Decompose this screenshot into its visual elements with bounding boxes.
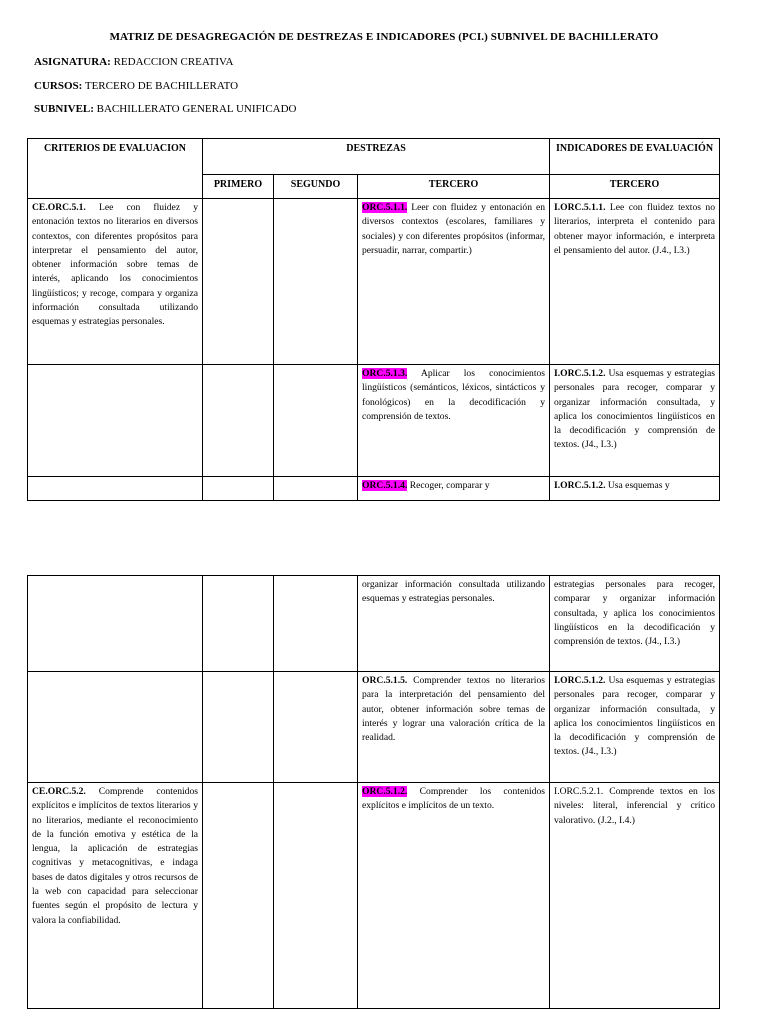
indicador-text: estrategias personales para recoger, comparar y organizar información consultada, y aplica los conocimientos lingüísticos en la decodificación y comprensión de textos. (J4., I.3.) — [554, 579, 715, 648]
destreza-text: organizar información consultada utilizando esquemas y estrategias personales. — [362, 579, 545, 605]
table-row — [28, 365, 720, 477]
matrix-table-page-2 — [27, 575, 720, 1009]
header-primero: PRIMERO — [203, 175, 274, 199]
primero-cell — [203, 783, 274, 1009]
indicador-text: Usa esquemas y — [605, 480, 670, 491]
primero-cell — [203, 365, 274, 477]
header-tercero: TERCERO — [358, 175, 550, 199]
meta-asignatura — [34, 56, 233, 68]
primero-cell — [203, 199, 274, 365]
indicador-cell — [550, 477, 720, 501]
meta-subnivel — [34, 103, 296, 115]
asignatura-label: ASIGNATURA: — [34, 56, 111, 68]
criterio-text: Comprende contenidos explícitos e implícitos de textos literarios y no literarios, mediante el reconocimiento de la función emotiva y estética de la lengua, la aplicación de estrategias cognitivas y metacognitivas, e indaga bases de datos digitales y otros recursos de la web con capacidad para seleccionar fuentes según el propósito de lectura y valora la confiabilidad. — [32, 786, 198, 926]
destreza-text: Aplicar los conocimientos lingüísticos (semánticos, léxicos, sintácticos y fonológicos) en la decodificación y comprensión de textos. — [362, 368, 546, 422]
table-row — [28, 576, 720, 672]
criterio-cell — [28, 576, 203, 672]
destreza-text: Recoger, comparar y — [407, 480, 490, 491]
criterio-code: CE.ORC.5.2. — [32, 786, 86, 797]
destreza-text: Comprender textos no literarios para la interpretación del pensamiento del autor, obtener información sobre temas de interés y lograr una valoración crítica de la realidad. — [362, 675, 545, 744]
segundo-cell — [274, 672, 358, 783]
criterio-cell — [28, 783, 203, 1009]
header-indicadores: INDICADORES DE EVALUACIÓN — [550, 139, 720, 175]
indicador-code: I.ORC.5.1.1. — [554, 202, 606, 213]
primero-cell — [203, 576, 274, 672]
cursos-label: CURSOS: — [34, 80, 83, 92]
destreza-cell — [358, 783, 550, 1009]
criterio-cell — [28, 477, 203, 501]
destreza-cell — [358, 576, 550, 672]
segundo-cell — [274, 783, 358, 1009]
header-segundo: SEGUNDO — [274, 175, 358, 199]
destreza-code: ORC.5.1.3. — [362, 368, 408, 379]
criterio-cell — [28, 365, 203, 477]
destreza-code: ORC.5.1.5. — [362, 675, 408, 686]
subnivel-value: BACHILLERATO GENERAL UNIFICADO — [96, 103, 297, 115]
criterio-cell — [28, 199, 203, 365]
table-row — [28, 477, 720, 501]
primero-cell — [203, 672, 274, 783]
meta-cursos — [34, 80, 238, 92]
asignatura-value: REDACCION CREATIVA — [113, 56, 234, 68]
document-title: MATRIZ DE DESAGREGACIÓN DE DESTREZAS E INDICADORES (PCI.) SUBNIVEL DE BACHILLERATO — [109, 31, 659, 43]
indicador-cell — [550, 199, 720, 365]
criterio-cell — [28, 672, 203, 783]
indicador-code: I.ORC.5.1.2. — [554, 368, 606, 379]
header-destrezas: DESTREZAS — [203, 139, 550, 175]
destreza-text: Leer con fluidez y entonación en diversos contextos (escolares, familiares y sociales) y con diferentes propósitos (informar, persuadir, narrar, compartir.) — [362, 202, 546, 256]
subnivel-label: SUBNIVEL: — [34, 103, 94, 115]
table-row — [28, 783, 720, 1009]
indicador-cell — [550, 783, 720, 1009]
segundo-cell — [274, 576, 358, 672]
destreza-text: Comprender los contenidos explícitos e implícitos de un texto. — [362, 786, 545, 812]
destreza-cell — [358, 199, 550, 365]
indicador-code: I.ORC.5.1.2. — [554, 675, 606, 686]
cursos-value: TERCERO DE BACHILLERATO — [84, 80, 239, 92]
criterio-code: CE.ORC.5.1. — [32, 202, 86, 213]
indicador-text: Usa esquemas y estrategias personales para recoger, comparar y organizar información consultada, y aplica los conocimientos lingüísticos en la decodificación y comprensión de textos. (J4., I.3.) — [554, 368, 716, 451]
table-row — [28, 672, 720, 783]
destreza-cell — [358, 365, 550, 477]
destreza-code: ORC.5.1.2. — [362, 786, 408, 797]
segundo-cell — [274, 199, 358, 365]
destreza-cell — [358, 477, 550, 501]
header-criterios: CRITERIOS DE EVALUACION — [28, 139, 203, 199]
header-tercero-indicadores: TERCERO — [550, 175, 720, 199]
indicador-cell — [550, 672, 720, 783]
criterio-text: Lee con fluidez y entonación textos no literarios en diversos contextos, con diferentes propósitos para interpretar el pensamiento del autor, obtener información sobre temas de interés, aplicando los conocimientos lingüísticos; y recoge, compara y organiza información consultada utilizando esquemas y estrategias personales. — [32, 202, 198, 328]
segundo-cell — [274, 477, 358, 501]
indicador-text: Lee con fluidez textos no literarios, interpreta el contenido para obtener mayor información, e interpreta el pensamiento del autor. (J.4., I.3.) — [554, 202, 716, 256]
segundo-cell — [274, 365, 358, 477]
destreza-code: ORC.5.1.4. — [362, 480, 408, 491]
destreza-cell — [358, 672, 550, 783]
primero-cell — [203, 477, 274, 501]
indicador-code: I.ORC.5.1.2. — [554, 480, 606, 491]
indicador-cell — [550, 576, 720, 672]
matrix-table-page-1 — [27, 138, 720, 501]
table-row — [28, 199, 720, 365]
indicador-text: Usa esquemas y estrategias personales para recoger, comparar y organizar información consultada, y aplica los conocimientos lingüísticos en la decodificación y comprensión de textos. (J4., I.3.) — [554, 675, 715, 758]
indicador-cell — [550, 365, 720, 477]
indicador-text: I.ORC.5.2.1. Comprende textos en los niveles: literal, inferencial y crítico valorativo. (J.2., I.4.) — [554, 786, 715, 826]
destreza-code: ORC.5.1.1. — [362, 202, 408, 213]
